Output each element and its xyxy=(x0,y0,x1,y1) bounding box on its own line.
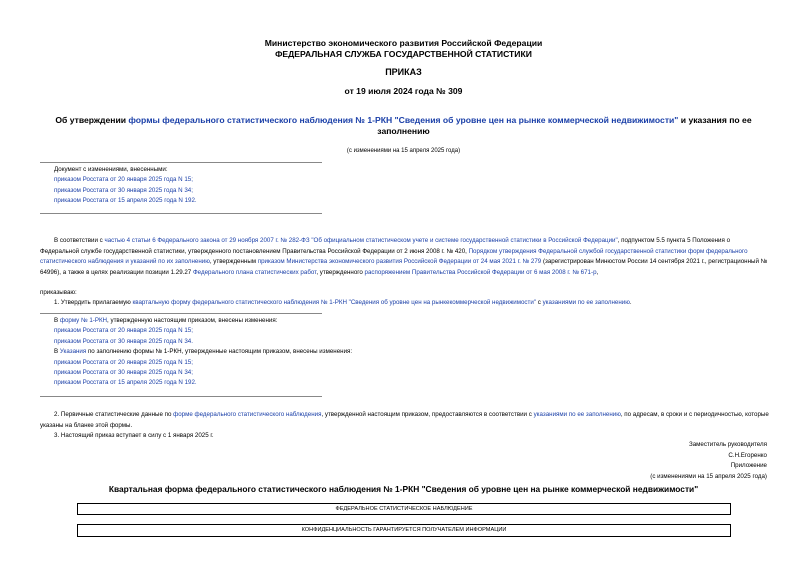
divider xyxy=(40,213,322,214)
form-link[interactable]: квартальную форму федерального статистического наблюдения № 1-РКН "Сведения об уровне цен на рынкекоммерческой недвижимости" xyxy=(132,299,537,306)
instructions-link[interactable]: указаниями по ее заполнению xyxy=(533,411,621,418)
document-header xyxy=(0,38,807,60)
item-text: 1. Утвердить прилагаемую xyxy=(54,299,133,306)
amend-link[interactable]: приказом Росстата от 30 января 2025 года N 34. xyxy=(54,337,193,345)
appendix-label: Приложение xyxy=(730,462,767,470)
amend-link[interactable]: приказом Росстата от 20 января 2025 года N 15; xyxy=(54,327,193,335)
item-text: , утвержденной настоящим приказом, предоставляются в соответствии с xyxy=(321,411,534,418)
order-word: приказываю: xyxy=(40,289,77,296)
government-decree-link[interactable]: распоряжением Правительства Российской Федерации от 6 мая 2008 г. № 671-р xyxy=(364,268,597,276)
procedure-link[interactable]: Порядком утверждения Федеральной службой государственной статистики форм федерального статистического наблюдения и указаний по их заполнению xyxy=(40,247,748,266)
federal-plan-link[interactable]: Федерального плана статистических работ xyxy=(192,268,317,276)
subject-form-link[interactable]: формы федерального статистического наблюдения № 1-РКН "Сведения об уровне цен на рынке коммерческой недвижимости" xyxy=(128,115,679,125)
text: , утвержденную настоящим приказом, внесены изменения: xyxy=(107,317,278,324)
subject-suffix: и указания по ее заполнению xyxy=(377,115,752,136)
doc-type: ПРИКАЗ xyxy=(385,67,422,77)
instructions-changes-intro xyxy=(54,347,352,357)
signer-position: Заместитель руководителя xyxy=(688,441,767,448)
item-text: с xyxy=(536,299,543,306)
doc-date-number: от 19 июля 2024 года № 309 xyxy=(344,86,463,96)
service-name: ФЕДЕРАЛЬНАЯ СЛУЖБА ГОСУДАРСТВЕННОЙ СТАТИСТИКИ xyxy=(275,49,532,59)
federal-observation-box: ФЕДЕРАЛЬНОЕ СТАТИСТИЧЕСКОЕ НАБЛЮДЕНИЕ xyxy=(77,503,731,515)
signature-block xyxy=(650,440,767,482)
text: по заполнению формы № 1-РКН, утвержденные настоящим приказом, внесены изменения: xyxy=(86,348,353,356)
divider xyxy=(40,162,322,163)
doc-subject xyxy=(40,115,767,137)
item-text: , по адресам, в сроки и с периодичностью, которые указаны на бланке этой формы. xyxy=(40,411,769,429)
amend-intro: Документ с изменениями, внесенными: xyxy=(54,166,168,173)
item-3: 3. Настоящий приказ вступает в силу с 1 января 2025 г. xyxy=(54,432,214,439)
ministry-order-link[interactable]: приказом Министерства экономического развития Российской Федерации от 24 мая 2021 г. № 279 xyxy=(257,258,542,266)
item-text: . xyxy=(629,299,632,306)
preamble-text: , утвержденного xyxy=(316,268,365,276)
item-1 xyxy=(40,298,770,309)
preamble-text: , утвержденным xyxy=(209,258,258,266)
item-text: 2. Первичные статистические данные по xyxy=(54,411,174,418)
item-2 xyxy=(40,410,770,431)
signer-name: С.Н.Егоренко xyxy=(728,451,767,459)
preamble-text: , xyxy=(596,268,599,276)
form-link[interactable]: форме федерального статистического наблюдения xyxy=(173,411,322,418)
amend-link[interactable]: приказом Росстата от 15 апреля 2025 года N 192. xyxy=(54,379,197,387)
instructions-link[interactable]: Указания xyxy=(59,348,87,356)
law-link[interactable]: частью 4 статьи 6 Федерального закона от 29 ноября 2007 г. № 282-ФЗ "Об официальном статистическом учете и системе государственной статистики в Российской Федерации" xyxy=(104,237,618,244)
amend-link[interactable]: приказом Росстата от 20 января 2025 года N 15; xyxy=(54,176,193,184)
form-title: Квартальная форма федерального статистического наблюдения № 1-РКН "Сведения об уровне цен на рынке коммерческой недвижимости" xyxy=(108,484,699,494)
divider xyxy=(40,396,322,397)
amend-link[interactable]: приказом Росстата от 30 января 2025 года N 34; xyxy=(54,186,193,194)
ministry-name: Министерство экономического развития Российской Федерации xyxy=(264,38,543,48)
appendix-changes: (с изменениями на 15 апреля 2025 года) xyxy=(650,472,767,480)
form-changes-intro xyxy=(54,316,352,326)
text: В xyxy=(54,348,60,356)
text: В xyxy=(54,317,60,324)
amend-link[interactable]: приказом Росстата от 20 января 2025 года N 15; xyxy=(54,358,193,366)
preamble-text: (зарегистрирован Минюстом России 14 сентября 2021 г., регистрационный № 64996), а также в целях реализации позиции 1.29.27 xyxy=(40,258,768,276)
form-changes-block xyxy=(54,316,352,389)
confidentiality-box: КОНФИДЕНЦИАЛЬНОСТЬ ГАРАНТИРУЕТСЯ ПОЛУЧАТЕЛЕМ ИНФОРМАЦИИ xyxy=(77,524,731,537)
preamble-paragraph xyxy=(40,236,770,278)
amend-link[interactable]: приказом Росстата от 30 января 2025 года N 34; xyxy=(54,369,193,377)
subject-prefix: Об утверждении xyxy=(55,115,129,125)
instructions-link[interactable]: указаниями по ее заполнению xyxy=(542,299,630,306)
preamble-text: В соответствии с xyxy=(54,237,105,244)
form-1rkn-link[interactable]: форму № 1-РКН xyxy=(59,317,108,324)
amend-block xyxy=(54,165,197,207)
divider xyxy=(40,313,322,314)
amend-link[interactable]: приказом Росстата от 15 апреля 2025 года N 192. xyxy=(54,197,197,205)
preamble-text: , подпунктом 5.5 пункта 5 Положения о Федеральной службе государственной статистики, утвержденного постановлением Правительства Российской Федерации от 2 июня 2008 г. № 420, xyxy=(40,237,731,255)
changes-note: (с изменениями на 15 апреля 2025 года) xyxy=(346,148,461,154)
